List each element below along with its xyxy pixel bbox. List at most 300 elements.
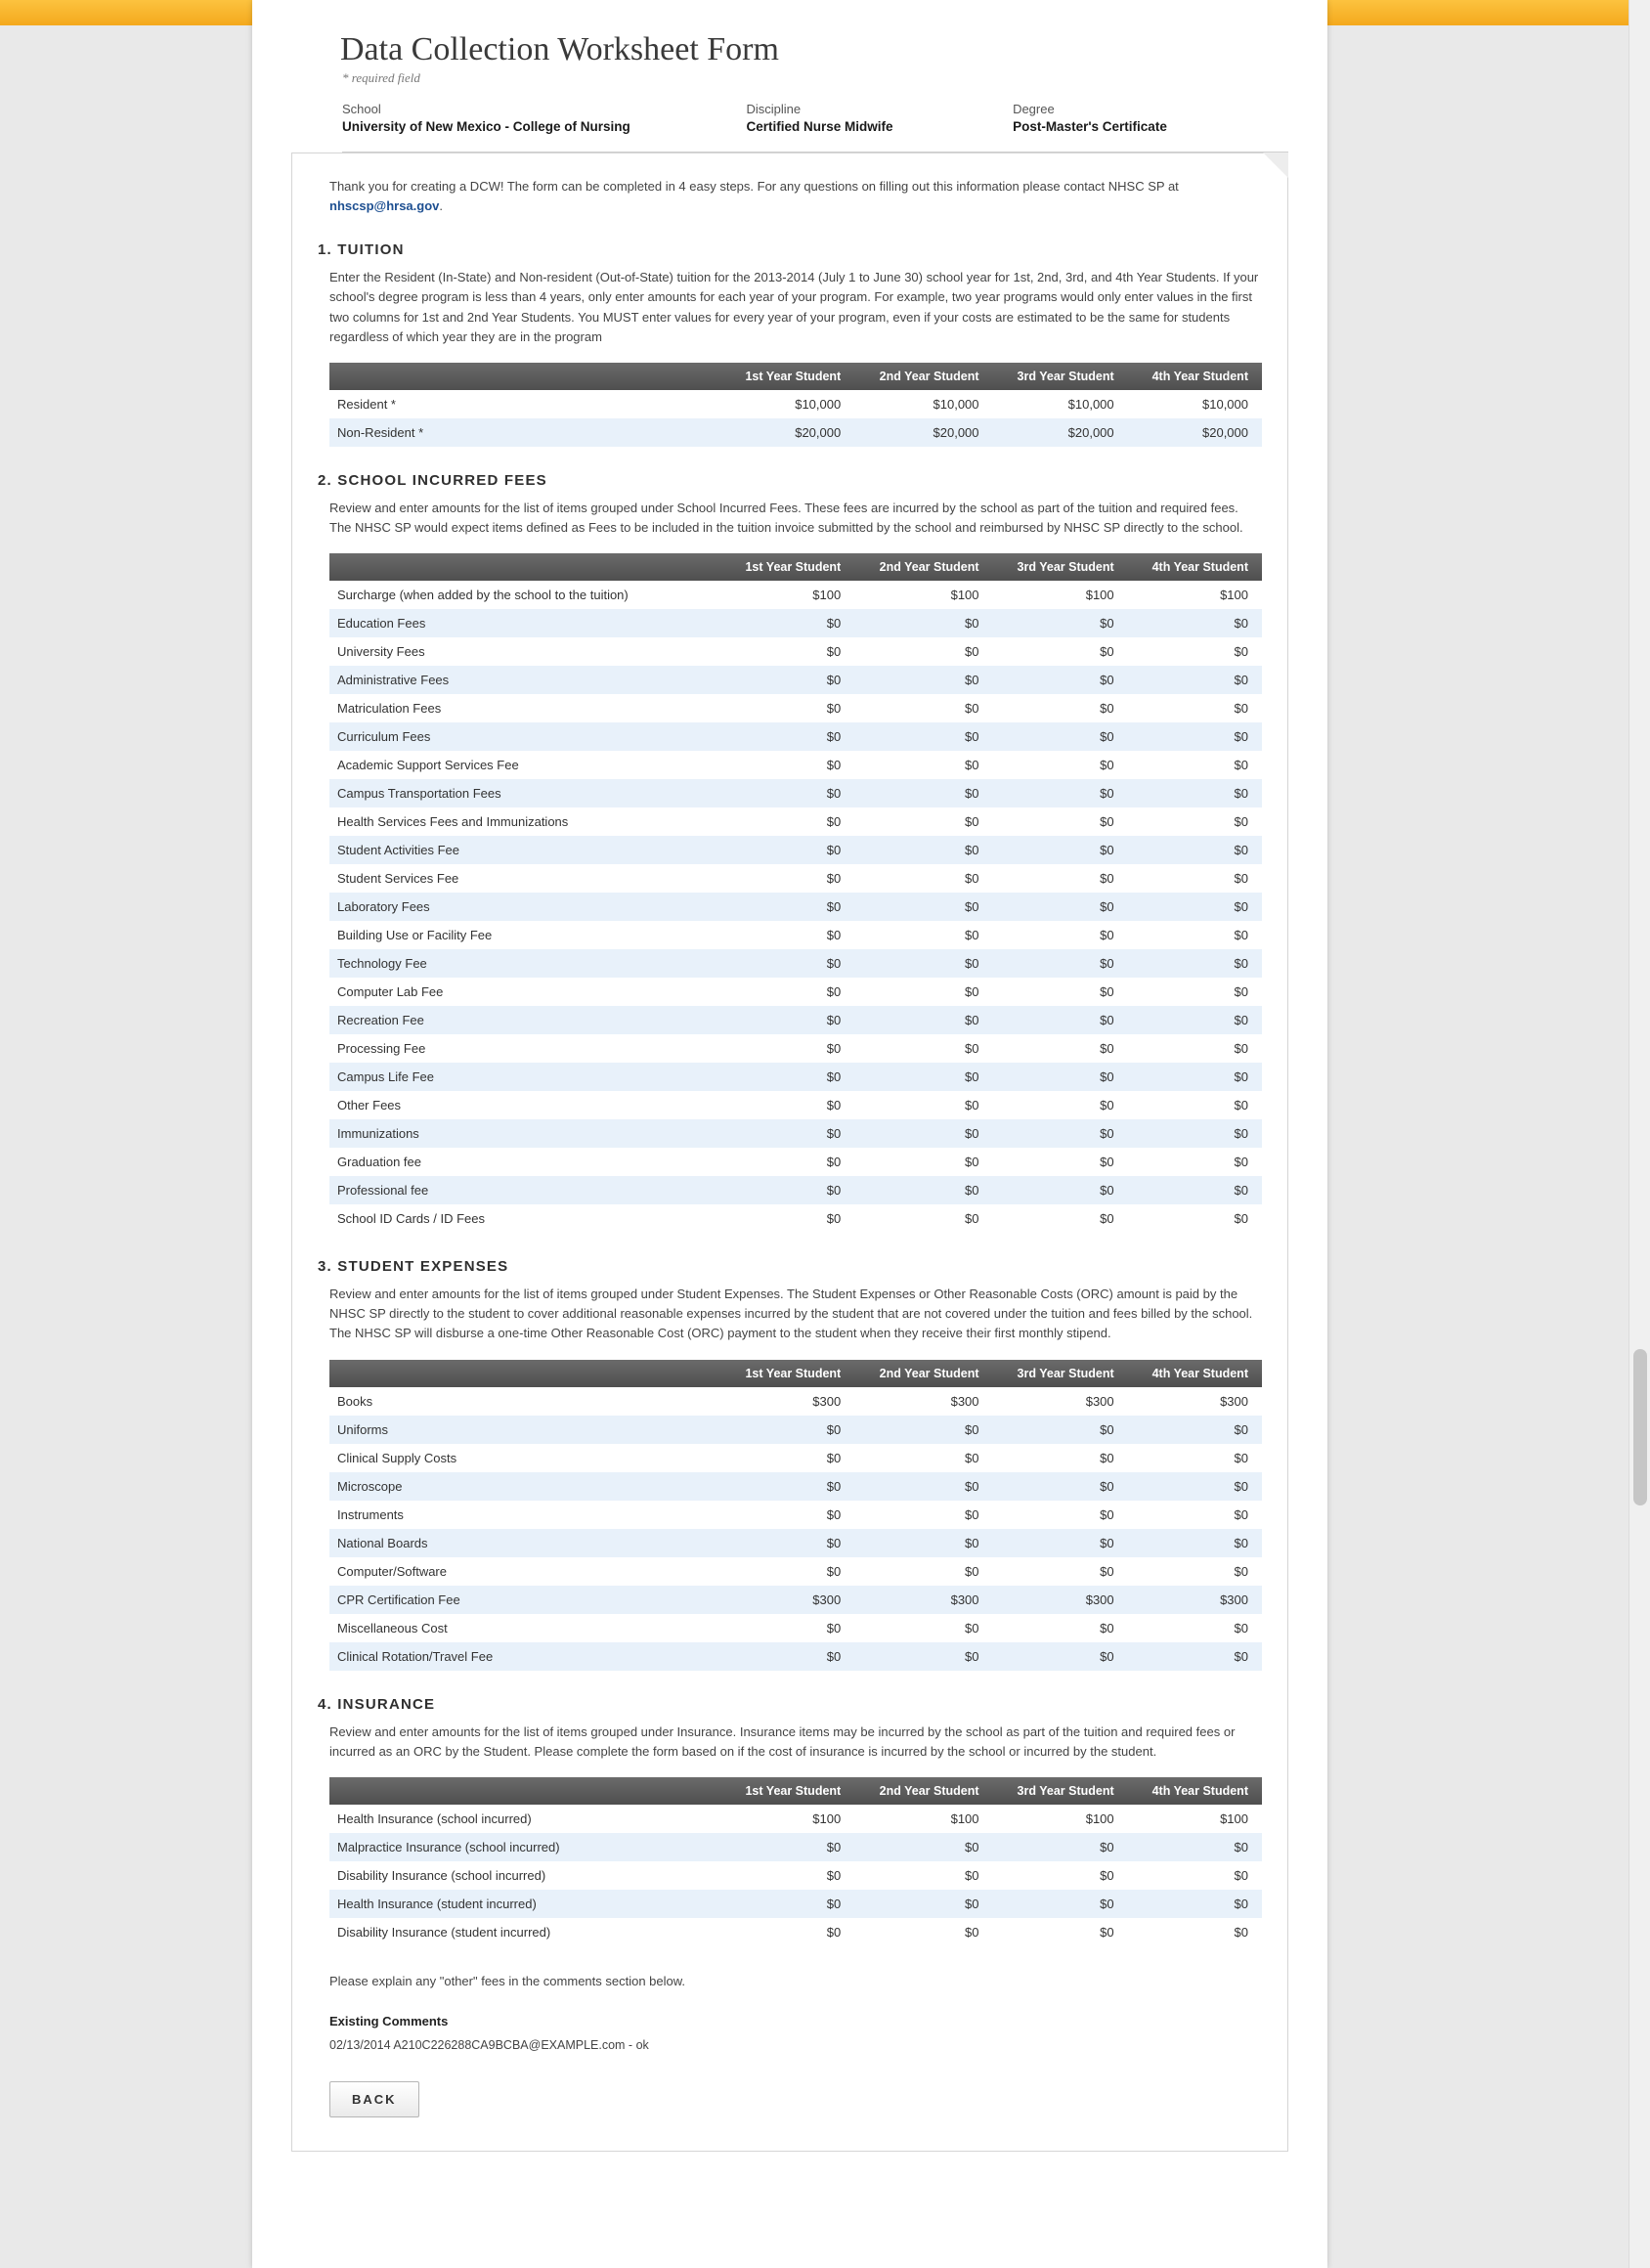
row-label: Resident * — [337, 396, 396, 412]
row-label: Non-Resident * — [337, 424, 424, 440]
row-amount: $0 — [826, 786, 842, 802]
row-amount: $0 — [826, 1069, 842, 1085]
row-amount: $0 — [965, 928, 979, 943]
section-heading: 2. SCHOOL INCURRED FEES — [318, 471, 547, 489]
row-amount: $0 — [1234, 984, 1248, 1000]
row-amount: $0 — [1100, 871, 1114, 887]
row-amount: $0 — [1234, 729, 1248, 745]
row-amount: $0 — [826, 1421, 842, 1437]
row-amount: $0 — [1234, 1478, 1248, 1494]
scrollbar-thumb[interactable] — [1633, 1349, 1647, 1505]
row-amount: $0 — [1100, 729, 1114, 745]
row-label: Graduation fee — [337, 1155, 422, 1170]
row-label: Other Fees — [337, 1098, 402, 1113]
degree-label: Degree — [1013, 102, 1055, 116]
fees-table — [329, 1777, 1262, 1946]
table-row — [329, 1091, 1262, 1119]
intro-text-pre: Thank you for creating a DCW! The form can be completed in 4 easy steps. For any questions on filling out this information please contact NHSC SP at — [329, 179, 1179, 194]
row-label: Campus Transportation Fees — [337, 786, 501, 802]
table-row — [329, 1586, 1262, 1614]
row-amount: $0 — [965, 843, 979, 858]
table-header-row — [329, 553, 1262, 581]
row-amount: $0 — [965, 1896, 979, 1911]
row-amount: $0 — [965, 1620, 979, 1636]
row-label: Administrative Fees — [337, 673, 450, 688]
row-amount: $0 — [826, 871, 842, 887]
row-amount: $100 — [1085, 588, 1114, 603]
row-amount: $0 — [1100, 899, 1114, 915]
row-amount: $0 — [1234, 1183, 1248, 1199]
table-row — [329, 1501, 1262, 1529]
column-header-year: 4th Year Student — [1128, 1360, 1262, 1387]
table-row — [329, 779, 1262, 807]
row-amount: $0 — [965, 1924, 979, 1940]
closing-note: Please explain any "other" fees in the comments section below. — [329, 1973, 686, 1988]
row-amount: $0 — [965, 1155, 979, 1170]
table-row — [329, 864, 1262, 893]
row-amount: $0 — [965, 1450, 979, 1465]
table-row — [329, 581, 1262, 609]
row-label: Health Insurance (student incurred) — [337, 1896, 537, 1911]
row-amount: $100 — [812, 1810, 842, 1826]
row-amount: $0 — [826, 701, 842, 717]
row-label: Uniforms — [337, 1421, 389, 1437]
section-description: Enter the Resident (In-State) and Non-resident (Out-of-State) tuition for the 2013-2014 (July 1 to June 30) school year for 1st, 2nd, 3rd, and 4th Year Students. If your school's degree program is less than 4 years, only enter amounts for each year of your program. For example, two year programs would only enter values in the first two columns for 1st and 2nd Year Students. You MUST enter values for every year of your program, even if your costs are estimated to be the same for students regardless of which year they are in the program — [329, 270, 1259, 344]
row-amount: $300 — [1085, 1393, 1114, 1409]
row-amount: $0 — [1100, 1620, 1114, 1636]
table-row — [329, 1204, 1262, 1233]
row-amount: $20,000 — [933, 424, 979, 440]
row-amount: $0 — [965, 1867, 979, 1883]
column-header-item — [329, 363, 721, 390]
fees-table — [329, 553, 1262, 1233]
meta-discipline — [747, 102, 1014, 134]
table-row — [329, 1444, 1262, 1472]
sections-host — [318, 241, 1262, 1946]
existing-comments-title: Existing Comments — [329, 2013, 449, 2028]
row-amount: $0 — [826, 1867, 842, 1883]
discipline-label: Discipline — [746, 102, 802, 116]
row-amount: $0 — [965, 729, 979, 745]
row-amount: $0 — [965, 786, 979, 802]
row-amount: $0 — [1234, 1450, 1248, 1465]
column-header-year: 1st Year Student — [721, 1777, 855, 1805]
intro-text — [329, 177, 1262, 216]
row-amount: $0 — [826, 1013, 842, 1028]
row-amount: $0 — [826, 758, 842, 773]
row-amount: $0 — [1234, 899, 1248, 915]
row-amount: $0 — [1100, 616, 1114, 632]
row-amount: $0 — [826, 928, 842, 943]
row-label: National Boards — [337, 1535, 428, 1550]
row-amount: $0 — [1234, 1098, 1248, 1113]
fees-table — [329, 363, 1262, 447]
form-panel — [291, 153, 1288, 2152]
row-label: Surcharge (when added by the school to the tuition) — [337, 588, 629, 603]
row-amount: $0 — [1100, 1098, 1114, 1113]
row-amount: $0 — [1234, 814, 1248, 830]
meta-degree — [1013, 102, 1288, 134]
row-amount: $20,000 — [795, 424, 842, 440]
table-row — [329, 921, 1262, 949]
table-row — [329, 836, 1262, 864]
row-amount: $0 — [826, 814, 842, 830]
row-label: Clinical Supply Costs — [337, 1450, 457, 1465]
row-amount: $0 — [1234, 644, 1248, 660]
column-header-item — [329, 1360, 721, 1387]
row-amount: $0 — [965, 1839, 979, 1854]
row-amount: $0 — [1234, 1211, 1248, 1227]
row-label: Miscellaneous Cost — [337, 1620, 448, 1636]
row-amount: $0 — [826, 729, 842, 745]
row-amount: $0 — [1234, 956, 1248, 972]
row-amount: $0 — [826, 673, 842, 688]
row-amount: $20,000 — [1067, 424, 1114, 440]
row-amount: $0 — [1100, 843, 1114, 858]
row-amount: $0 — [1234, 1924, 1248, 1940]
row-amount: $100 — [1220, 1810, 1248, 1826]
row-amount: $0 — [1100, 928, 1114, 943]
column-header-year: 3rd Year Student — [993, 1360, 1128, 1387]
row-amount: $0 — [1100, 956, 1114, 972]
row-amount: $0 — [1100, 1648, 1114, 1664]
row-label: Matriculation Fees — [337, 701, 442, 717]
row-amount: $0 — [965, 984, 979, 1000]
column-header-year: 3rd Year Student — [993, 553, 1128, 581]
row-amount: $0 — [826, 1478, 842, 1494]
row-amount: $0 — [965, 758, 979, 773]
row-amount: $0 — [826, 1041, 842, 1057]
row-amount: $0 — [1234, 1506, 1248, 1522]
row-label: Laboratory Fees — [337, 899, 430, 915]
row-amount: $0 — [1100, 1069, 1114, 1085]
row-amount: $100 — [1220, 588, 1248, 603]
row-amount: $0 — [1234, 1126, 1248, 1142]
row-amount: $0 — [826, 1839, 842, 1854]
row-label: Immunizations — [337, 1126, 419, 1142]
row-amount: $0 — [1100, 673, 1114, 688]
table-row — [329, 1006, 1262, 1034]
row-amount: $300 — [812, 1592, 842, 1607]
row-amount: $0 — [1234, 1041, 1248, 1057]
row-amount: $0 — [965, 1183, 979, 1199]
row-amount: $0 — [1234, 843, 1248, 858]
section-description: Review and enter amounts for the list of items grouped under Student Expenses. The Student Expenses or Other Reasonable Costs (ORC) amount is paid by the NHSC SP directly to the student to cover additional reasonable expenses incurred by the student that are not covered under the tuition and fees billed by the school. The NHSC SP will disburse a one-time Other Reasonable Cost (ORC) payment to the student when they receive their first monthly stipend. — [329, 1287, 1253, 1341]
meta-school — [342, 102, 747, 134]
row-label: Computer Lab Fee — [337, 984, 444, 1000]
row-label: Health Insurance (school incurred) — [337, 1810, 532, 1826]
row-label: Student Activities Fee — [337, 843, 460, 858]
table-row — [329, 1063, 1262, 1091]
row-amount: $100 — [1085, 1810, 1114, 1826]
column-header-year: 3rd Year Student — [993, 363, 1128, 390]
row-amount: $0 — [826, 1211, 842, 1227]
row-amount: $0 — [965, 1013, 979, 1028]
row-amount: $0 — [826, 1450, 842, 1465]
row-amount: $0 — [1100, 1839, 1114, 1854]
table-row — [329, 418, 1262, 447]
school-value: University of New Mexico - College of Nursing — [342, 119, 630, 134]
row-amount: $300 — [812, 1393, 842, 1409]
row-amount: $0 — [1100, 1924, 1114, 1940]
row-amount: $0 — [826, 1620, 842, 1636]
row-amount: $0 — [965, 673, 979, 688]
row-amount: $0 — [826, 616, 842, 632]
row-amount: $0 — [1234, 1013, 1248, 1028]
row-amount: $300 — [1085, 1592, 1114, 1607]
row-amount: $100 — [950, 588, 979, 603]
row-amount: $300 — [1220, 1592, 1248, 1607]
row-amount: $0 — [1234, 1535, 1248, 1550]
row-amount: $0 — [826, 1535, 842, 1550]
table-row — [329, 694, 1262, 722]
table-row — [329, 637, 1262, 666]
row-amount: $0 — [965, 1478, 979, 1494]
row-amount: $0 — [1100, 1041, 1114, 1057]
table-row — [329, 893, 1262, 921]
school-label: School — [342, 102, 381, 116]
column-header-year: 4th Year Student — [1128, 1777, 1262, 1805]
row-amount: $0 — [826, 1506, 842, 1522]
row-amount: $10,000 — [795, 396, 842, 412]
row-amount: $0 — [826, 1896, 842, 1911]
row-amount: $0 — [1100, 1478, 1114, 1494]
row-amount: $0 — [965, 1098, 979, 1113]
table-row — [329, 1148, 1262, 1176]
table-header-row — [329, 1360, 1262, 1387]
table-row — [329, 1890, 1262, 1918]
column-header-year: 1st Year Student — [721, 1360, 855, 1387]
intro-text-post: . — [439, 198, 443, 214]
row-amount: $0 — [1100, 984, 1114, 1000]
row-amount: $0 — [965, 1069, 979, 1085]
table-row — [329, 949, 1262, 978]
row-amount: $0 — [1234, 758, 1248, 773]
row-amount: $0 — [1234, 1648, 1248, 1664]
row-amount: $0 — [965, 701, 979, 717]
table-row — [329, 1529, 1262, 1557]
row-label: Processing Fee — [337, 1041, 426, 1057]
row-amount: $300 — [1220, 1393, 1248, 1409]
row-amount: $0 — [826, 1098, 842, 1113]
row-amount: $10,000 — [1202, 396, 1248, 412]
row-label: Student Services Fee — [337, 871, 459, 887]
row-amount: $0 — [826, 1924, 842, 1940]
section-description: Review and enter amounts for the list of items grouped under School Incurred Fees. These fees are incurred by the school as part of the tuition and required fees. The NHSC SP would expect items defined as Fees to be included in the tuition invoice submitted by the school and reimbursed by NHSC SP directly to the school. — [329, 500, 1243, 535]
row-amount: $0 — [1234, 1069, 1248, 1085]
row-amount: $0 — [1100, 786, 1114, 802]
table-row — [329, 1833, 1262, 1861]
table-header-row — [329, 363, 1262, 390]
row-label: Curriculum Fees — [337, 729, 431, 745]
row-amount: $0 — [965, 956, 979, 972]
row-label: Microscope — [337, 1478, 403, 1494]
row-amount: $0 — [965, 899, 979, 915]
row-amount: $0 — [1100, 1126, 1114, 1142]
table-row — [329, 1918, 1262, 1946]
row-amount: $0 — [1100, 1421, 1114, 1437]
row-amount: $0 — [965, 814, 979, 830]
column-header-year: 2nd Year Student — [854, 1360, 992, 1387]
row-label: Education Fees — [337, 616, 426, 632]
row-amount: $0 — [1234, 786, 1248, 802]
row-amount: $0 — [965, 1126, 979, 1142]
table-row — [329, 609, 1262, 637]
row-label: Books — [337, 1393, 373, 1409]
row-amount: $0 — [1234, 1155, 1248, 1170]
row-amount: $300 — [950, 1393, 979, 1409]
fees-table — [329, 1360, 1262, 1671]
row-label: Building Use or Facility Fee — [337, 928, 493, 943]
discipline-value: Certified Nurse Midwife — [746, 119, 893, 134]
row-label: Disability Insurance (school incurred) — [337, 1867, 546, 1883]
column-header-year: 2nd Year Student — [854, 363, 992, 390]
row-label: CPR Certification Fee — [337, 1592, 460, 1607]
row-amount: $0 — [1100, 1535, 1114, 1550]
table-row — [329, 1416, 1262, 1444]
row-label: Disability Insurance (student incurred) — [337, 1924, 551, 1940]
row-amount: $0 — [1234, 1867, 1248, 1883]
table-row — [329, 1557, 1262, 1586]
row-amount: $0 — [965, 871, 979, 887]
row-amount: $300 — [950, 1592, 979, 1607]
row-amount: $0 — [1100, 1896, 1114, 1911]
column-header-year: 2nd Year Student — [854, 553, 992, 581]
row-amount: $0 — [1234, 673, 1248, 688]
page-title: Data Collection Worksheet Form — [340, 31, 779, 67]
column-header-item — [329, 553, 721, 581]
table-row — [329, 1805, 1262, 1833]
row-amount: $0 — [965, 1535, 979, 1550]
row-label: School ID Cards / ID Fees — [337, 1211, 485, 1227]
row-amount: $0 — [1234, 616, 1248, 632]
column-header-year: 4th Year Student — [1128, 553, 1262, 581]
row-amount: $0 — [826, 1155, 842, 1170]
document-sheet — [252, 0, 1327, 2268]
row-amount: $0 — [1100, 1450, 1114, 1465]
row-amount: $0 — [1100, 1563, 1114, 1579]
table-row — [329, 1472, 1262, 1501]
support-email-link[interactable]: nhscsp@hrsa.gov — [329, 198, 440, 214]
table-row — [329, 1176, 1262, 1204]
degree-value: Post-Master's Certificate — [1013, 119, 1167, 134]
row-label: Academic Support Services Fee — [337, 758, 519, 773]
section-heading: 3. STUDENT EXPENSES — [318, 1258, 509, 1276]
existing-comments-entry: 02/13/2014 A210C226288CA9BCBA@EXAMPLE.com - ok — [329, 2037, 649, 2052]
row-amount: $0 — [1100, 1867, 1114, 1883]
row-amount: $0 — [965, 644, 979, 660]
row-amount: $0 — [1100, 644, 1114, 660]
row-amount: $0 — [1100, 1506, 1114, 1522]
section-heading: 1. TUITION — [318, 241, 405, 259]
row-amount: $0 — [1100, 1211, 1114, 1227]
table-row — [329, 751, 1262, 779]
row-amount: $0 — [1100, 758, 1114, 773]
table-row — [329, 722, 1262, 751]
row-amount: $0 — [965, 1506, 979, 1522]
section-heading: 4. INSURANCE — [318, 1695, 436, 1713]
row-amount: $0 — [826, 984, 842, 1000]
section-description: Review and enter amounts for the list of items grouped under Insurance. Insurance items may be incurred by the school as part of the tuition and required fees or incurred as an ORC by the Student. Please complete the form based on if the cost of insurance is incurred by the school or incurred by the student. — [329, 1723, 1236, 1759]
table-row — [329, 390, 1262, 418]
column-header-year: 3rd Year Student — [993, 1777, 1128, 1805]
back-button[interactable]: BACK — [329, 2081, 419, 2117]
row-amount: $0 — [826, 1183, 842, 1199]
document-meta — [342, 102, 1288, 134]
row-label: Campus Life Fee — [337, 1069, 434, 1085]
row-label: Recreation Fee — [337, 1013, 424, 1028]
row-amount: $0 — [1234, 1839, 1248, 1854]
column-header-year: 1st Year Student — [721, 553, 855, 581]
row-amount: $0 — [826, 644, 842, 660]
column-header-year: 4th Year Student — [1128, 363, 1262, 390]
row-amount: $10,000 — [1067, 396, 1114, 412]
row-amount: $0 — [1234, 1620, 1248, 1636]
table-row — [329, 1861, 1262, 1890]
row-amount: $0 — [1100, 1183, 1114, 1199]
table-row — [329, 1034, 1262, 1063]
table-row — [329, 666, 1262, 694]
row-amount: $0 — [826, 1648, 842, 1664]
row-amount: $0 — [965, 1421, 979, 1437]
row-amount: $0 — [826, 1126, 842, 1142]
column-header-item — [329, 1777, 721, 1805]
table-row — [329, 1119, 1262, 1148]
table-row — [329, 1614, 1262, 1642]
row-label: Computer/Software — [337, 1563, 447, 1579]
row-label: Professional fee — [337, 1183, 429, 1199]
row-amount: $100 — [950, 1810, 979, 1826]
row-label: Malpractice Insurance (school incurred) — [337, 1839, 560, 1854]
row-amount: $0 — [1100, 1155, 1114, 1170]
row-label: University Fees — [337, 644, 425, 660]
row-amount: $10,000 — [933, 396, 979, 412]
column-header-year: 1st Year Student — [721, 363, 855, 390]
row-label: Instruments — [337, 1506, 404, 1522]
row-amount: $0 — [1234, 1896, 1248, 1911]
row-amount: $0 — [1100, 814, 1114, 830]
row-amount: $0 — [826, 899, 842, 915]
table-row — [329, 978, 1262, 1006]
row-amount: $0 — [1234, 1421, 1248, 1437]
page-scrollbar[interactable] — [1628, 0, 1650, 2268]
row-amount: $0 — [965, 1211, 979, 1227]
row-label: Technology Fee — [337, 956, 427, 972]
row-amount: $0 — [965, 1648, 979, 1664]
row-amount: $0 — [1234, 928, 1248, 943]
table-header-row — [329, 1777, 1262, 1805]
row-amount: $0 — [965, 616, 979, 632]
table-row — [329, 1387, 1262, 1416]
row-amount: $0 — [1100, 1013, 1114, 1028]
row-amount: $20,000 — [1202, 424, 1248, 440]
row-amount: $0 — [1234, 1563, 1248, 1579]
required-field-note: * required field — [342, 70, 420, 85]
row-amount: $0 — [826, 956, 842, 972]
table-row — [329, 1642, 1262, 1671]
row-amount: $0 — [965, 1041, 979, 1057]
row-amount: $0 — [826, 843, 842, 858]
row-amount: $0 — [965, 1563, 979, 1579]
row-amount: $0 — [1100, 701, 1114, 717]
row-amount: $0 — [1234, 871, 1248, 887]
column-header-year: 2nd Year Student — [854, 1777, 992, 1805]
row-amount: $100 — [812, 588, 842, 603]
row-label: Health Services Fees and Immunizations — [337, 814, 569, 830]
row-amount: $0 — [1234, 701, 1248, 717]
row-amount: $0 — [826, 1563, 842, 1579]
table-row — [329, 807, 1262, 836]
